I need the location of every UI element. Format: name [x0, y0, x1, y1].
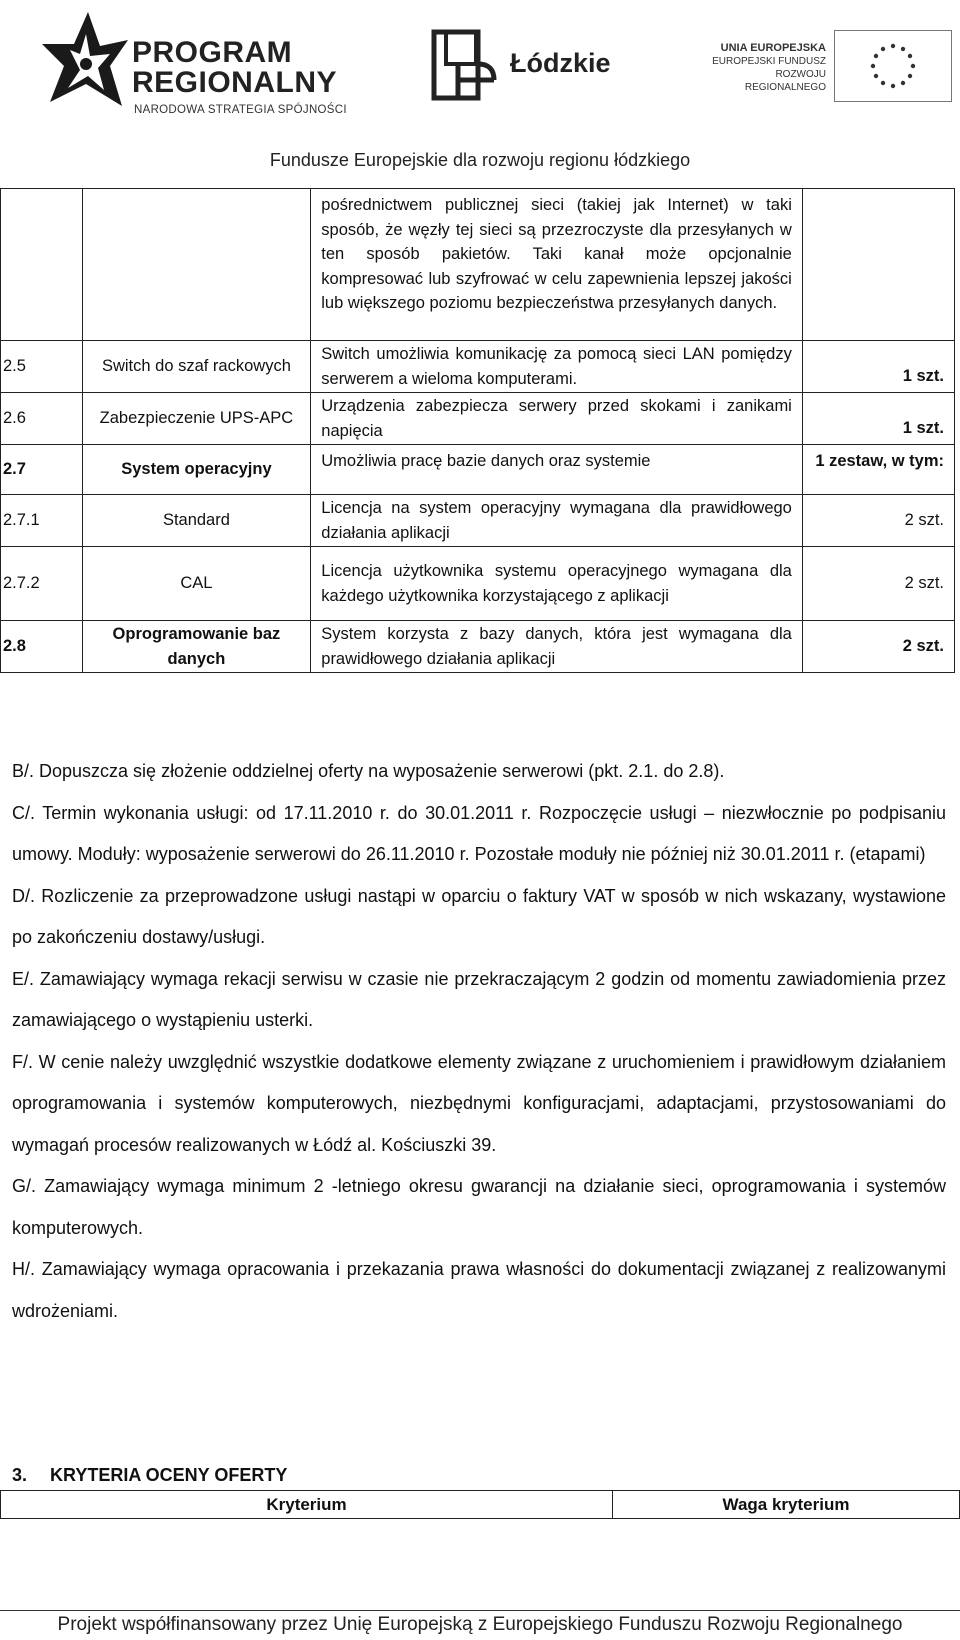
table-cell-desc: Licencja użytkownika systemu operacyjnego wymagana dla każdego użytkownika korzystającego z aplikacji: [311, 547, 803, 621]
paragraph-c: C/. Termin wykonania usługi: od 17.11.2010 r. do 30.01.2011 r. Rozpoczęcie usługi – niezwłocznie po podpisaniu umowy. Moduły: wyposażenie serwerowi do 26.11.2010 r. Pozostałe moduły nie później niż 30.01.2011 r. (etapami): [12, 802, 946, 864]
table-cell-desc: Switch umożliwia komunikację za pomocą sieci LAN pomiędzy serwerem a wieloma komputerami.: [311, 341, 803, 393]
table-cell-qty: 1 zestaw, w tym:: [802, 445, 954, 495]
footer-text: Projekt współfinansowany przez Unię Europejską z Europejskiego Funduszu Rozwoju Regionalnego: [57, 1614, 903, 1635]
footer-divider: [0, 1610, 960, 1611]
program-regionalny-logo: [40, 10, 380, 120]
criterion-header: Kryterium: [1, 1491, 613, 1519]
table-cell-qty: 1 szt.: [802, 341, 954, 393]
table-cell-no: 2.7.1: [1, 495, 83, 547]
table-cell-no: 2.8: [1, 621, 83, 673]
section-heading: KRYTERIA OCENY OFERTY: [50, 1465, 288, 1485]
eu-logo: [696, 30, 951, 102]
header-caption: Fundusze Europejskie dla rozwoju regionu łódzkiego: [269, 150, 691, 170]
table-cell-no: 2.7: [1, 445, 83, 495]
section-number: 3.: [12, 1465, 28, 1485]
table-cell-no: 2.7.2: [1, 547, 83, 621]
table-cell-name: [82, 189, 311, 341]
table-cell-qty: 2 szt.: [802, 621, 954, 673]
weight-header: Waga kryterium: [613, 1491, 960, 1519]
table-row: [1, 393, 955, 445]
table-cell-no: 2.6: [1, 393, 83, 445]
terms-paragraphs: [12, 751, 946, 1332]
eu-logo-text: UNIA EUROPEJSKA EUROPEJSKI FUNDUSZ ROZWOJU REGIONALNEGO: [712, 42, 826, 93]
program-logo-title: PROGRAM REGIONALNY: [132, 36, 338, 99]
table-row: [1, 189, 955, 341]
table-cell-name: Zabezpieczenie UPS-APC: [82, 393, 311, 445]
table-cell-desc: System korzysta z bazy danych, która jest wymagana dla prawidłowego działania aplikacji: [311, 621, 803, 673]
table-cell-name: Oprogramowanie baz danych: [82, 621, 311, 673]
table-cell-name: Switch do szaf rackowych: [82, 341, 311, 393]
lodzkie-logo-text: Łódzkie: [510, 48, 611, 78]
table-row: [1, 495, 955, 547]
table-cell-qty: 2 szt.: [802, 495, 954, 547]
paragraph-d: D/. Rozliczenie za przeprowadzone usługi nastąpi w oparciu o faktury VAT w sposób w nich wskazany, wystawione po zakończeniu dostawy/usługi.: [12, 885, 946, 947]
paragraph-f: F/. W cenie należy uwzględnić wszystkie dodatkowe elementy związane z uruchomieniem i prawidłowym działaniem oprogramowania i systemów komputerowych, niezbędnymi konfiguracjami, adaptacjami, przystosowaniami do wymagań procesów realizowanych w Łódź al. Kościuszki 39.: [12, 1051, 946, 1155]
table-row: [1, 547, 955, 621]
criteria-table: [0, 1490, 960, 1519]
table-row: [1, 621, 955, 673]
paragraph-g: G/. Zamawiający wymaga minimum 2 -letniego okresu gwarancji na działanie sieci, oprogramowania i systemów komputerowych.: [12, 1176, 946, 1238]
eu-flag-icon: [834, 30, 952, 102]
paragraph-e: E/. Zamawiający wymaga rekacji serwisu w czasie nie przekraczającym 2 godzin od momentu zawiadomienia przez zamawiającego o wystąpieniu usterki.: [12, 968, 946, 1030]
section-title: [12, 1465, 287, 1486]
table-row: [1, 445, 955, 495]
table-cell-no: [1, 189, 83, 341]
program-logo-subtitle: NARODOWA STRATEGIA SPÓJNOŚCI: [134, 104, 347, 116]
table-cell-name: CAL: [82, 547, 311, 621]
table-cell-desc: pośrednictwem publicznej sieci (takiej jak Internet) w taki sposób, że węzły tej sieci są przezroczyste dla przesyłanych w ten sposób pakietów. Taki kanał może opcjonalnie kompresować lub szyfrować w celu zapewnienia lepszej jakości lub większego poziomu bezpieczeństwa przesyłanych danych.: [311, 189, 803, 341]
table-row: [1, 341, 955, 393]
table-cell-qty: 1 szt.: [802, 393, 954, 445]
table-cell-qty: 2 szt.: [802, 547, 954, 621]
table-cell-desc: Licencja na system operacyjny wymagana dla prawidłowego działania aplikacji: [311, 495, 803, 547]
paragraph-b: B/. Dopuszcza się złożenie oddzielnej oferty na wyposażenie serwerowi (pkt. 2.1. do 2.8).: [12, 761, 725, 781]
table-cell-desc: Urządzenia zabezpiecza serwery przed skokami i zanikami napięcia: [311, 393, 803, 445]
paragraph-h: H/. Zamawiający wymaga opracowania i przekazania prawa własności do dokumentacji związanej z realizowanymi wdrożeniami.: [12, 1259, 946, 1321]
spec-table: [0, 188, 955, 673]
lodzkie-emblem-icon: [428, 28, 500, 104]
table-cell-name: System operacyjny: [82, 445, 311, 495]
table-cell-qty: [802, 189, 954, 341]
program-star-emblem-icon: [40, 10, 130, 110]
table-cell-desc: Umożliwia pracę bazie danych oraz systemie: [311, 445, 803, 495]
lodzkie-logo: [428, 26, 628, 106]
table-cell-name: Standard: [82, 495, 311, 547]
table-cell-no: 2.5: [1, 341, 83, 393]
table-header-row: [1, 1491, 960, 1519]
